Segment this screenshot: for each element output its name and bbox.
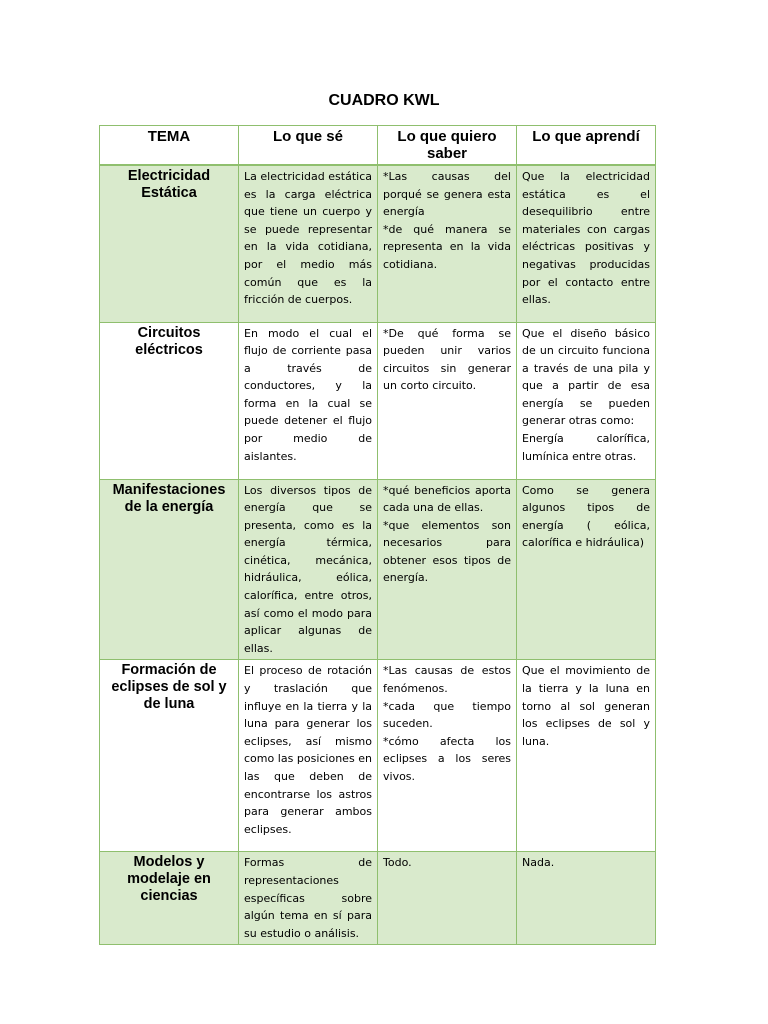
lo-que-aprendi-cell: Que el movimiento de la tierra y la luna en torno al sol generan los eclipses de sol y luna. (517, 660, 656, 852)
header-row (100, 126, 656, 166)
tema-cell: Formación de eclipses de sol y de luna (100, 660, 239, 852)
table-row (100, 479, 656, 660)
lo-que-quiero-saber-cell: *Las causas del porqué se genera esta energía *de qué manera se representa en la vida cotidiana. (378, 165, 517, 322)
table-row (100, 165, 656, 322)
lo-que-quiero-saber-cell: Todo. (378, 852, 517, 945)
tema-cell: Circuitos eléctricos (100, 322, 239, 479)
lo-que-aprendi-cell: Nada. (517, 852, 656, 945)
lo-que-quiero-saber-cell: *De qué forma se pueden unir varios circuitos sin generar un corto circuito. (378, 322, 517, 479)
lo-que-se-cell: En modo el cual el flujo de corriente pasa a través de conductores, y la forma en la cual se puede detener el flujo por medio de aislantes. (239, 322, 378, 479)
tema-cell: Electricidad Estática (100, 165, 239, 322)
table-row (100, 852, 656, 945)
table-header (100, 126, 656, 166)
lo-que-aprendi-cell: Que la electricidad estática es el desequilibrio entre materiales con cargas eléctricas positivas y negativas producidas por el contacto entre ellas. (517, 165, 656, 322)
header-lo-que-aprendi: Lo que aprendí (517, 126, 656, 166)
table-row (100, 322, 656, 479)
tema-cell: Modelos y modelaje en ciencias (100, 852, 239, 945)
lo-que-quiero-saber-cell: *qué beneficios aporta cada una de ellas. *que elementos son necesarios para obtener esos tipos de energía. (378, 479, 517, 660)
lo-que-se-cell: El proceso de rotación y traslación que influye en la tierra y la luna para generar los eclipses, así mismo como las posiciones en las que deben de encontrarse los astros para generar ambos eclipses. (239, 660, 378, 852)
lo-que-aprendi-cell: Que el diseño básico de un circuito funciona a través de una pila y que a partir de esa energía se pueden generar otras como: Energía calorífica, lumínica entre otras. (517, 322, 656, 479)
header-lo-que-se: Lo que sé (239, 126, 378, 166)
lo-que-se-cell: Formas de representaciones específicas sobre algún tema en sí para su estudio o análisis. (239, 852, 378, 945)
lo-que-quiero-saber-cell: *Las causas de estos fenómenos. *cada que tiempo suceden. *cómo afecta los eclipses a los seres vivos. (378, 660, 517, 852)
header-lo-que-quiero-saber: Lo que quiero saber (378, 126, 517, 166)
document-title: CUADRO KWL (328, 92, 440, 109)
lo-que-se-cell: Los diversos tipos de energía que se presenta, como es la energía térmica, cinética, mecánica, hidráulica, eólica, calorífica, entre otros, así como el modo para aplicar algunas de ellas. (239, 479, 378, 660)
header-tema: TEMA (100, 126, 239, 166)
table-body (100, 165, 656, 945)
lo-que-se-cell: La electricidad estática es la carga eléctrica que tiene un cuerpo y se puede representar en la vida cotidiana, por el medio más común que es la fricción de cuerpos. (239, 165, 378, 322)
tema-cell: Manifestaciones de la energía (100, 479, 239, 660)
table-row (100, 660, 656, 852)
lo-que-aprendi-cell: Como se genera algunos tipos de energía ( eólica, calorífica e hidráulica) (517, 479, 656, 660)
kwl-table (99, 125, 656, 945)
